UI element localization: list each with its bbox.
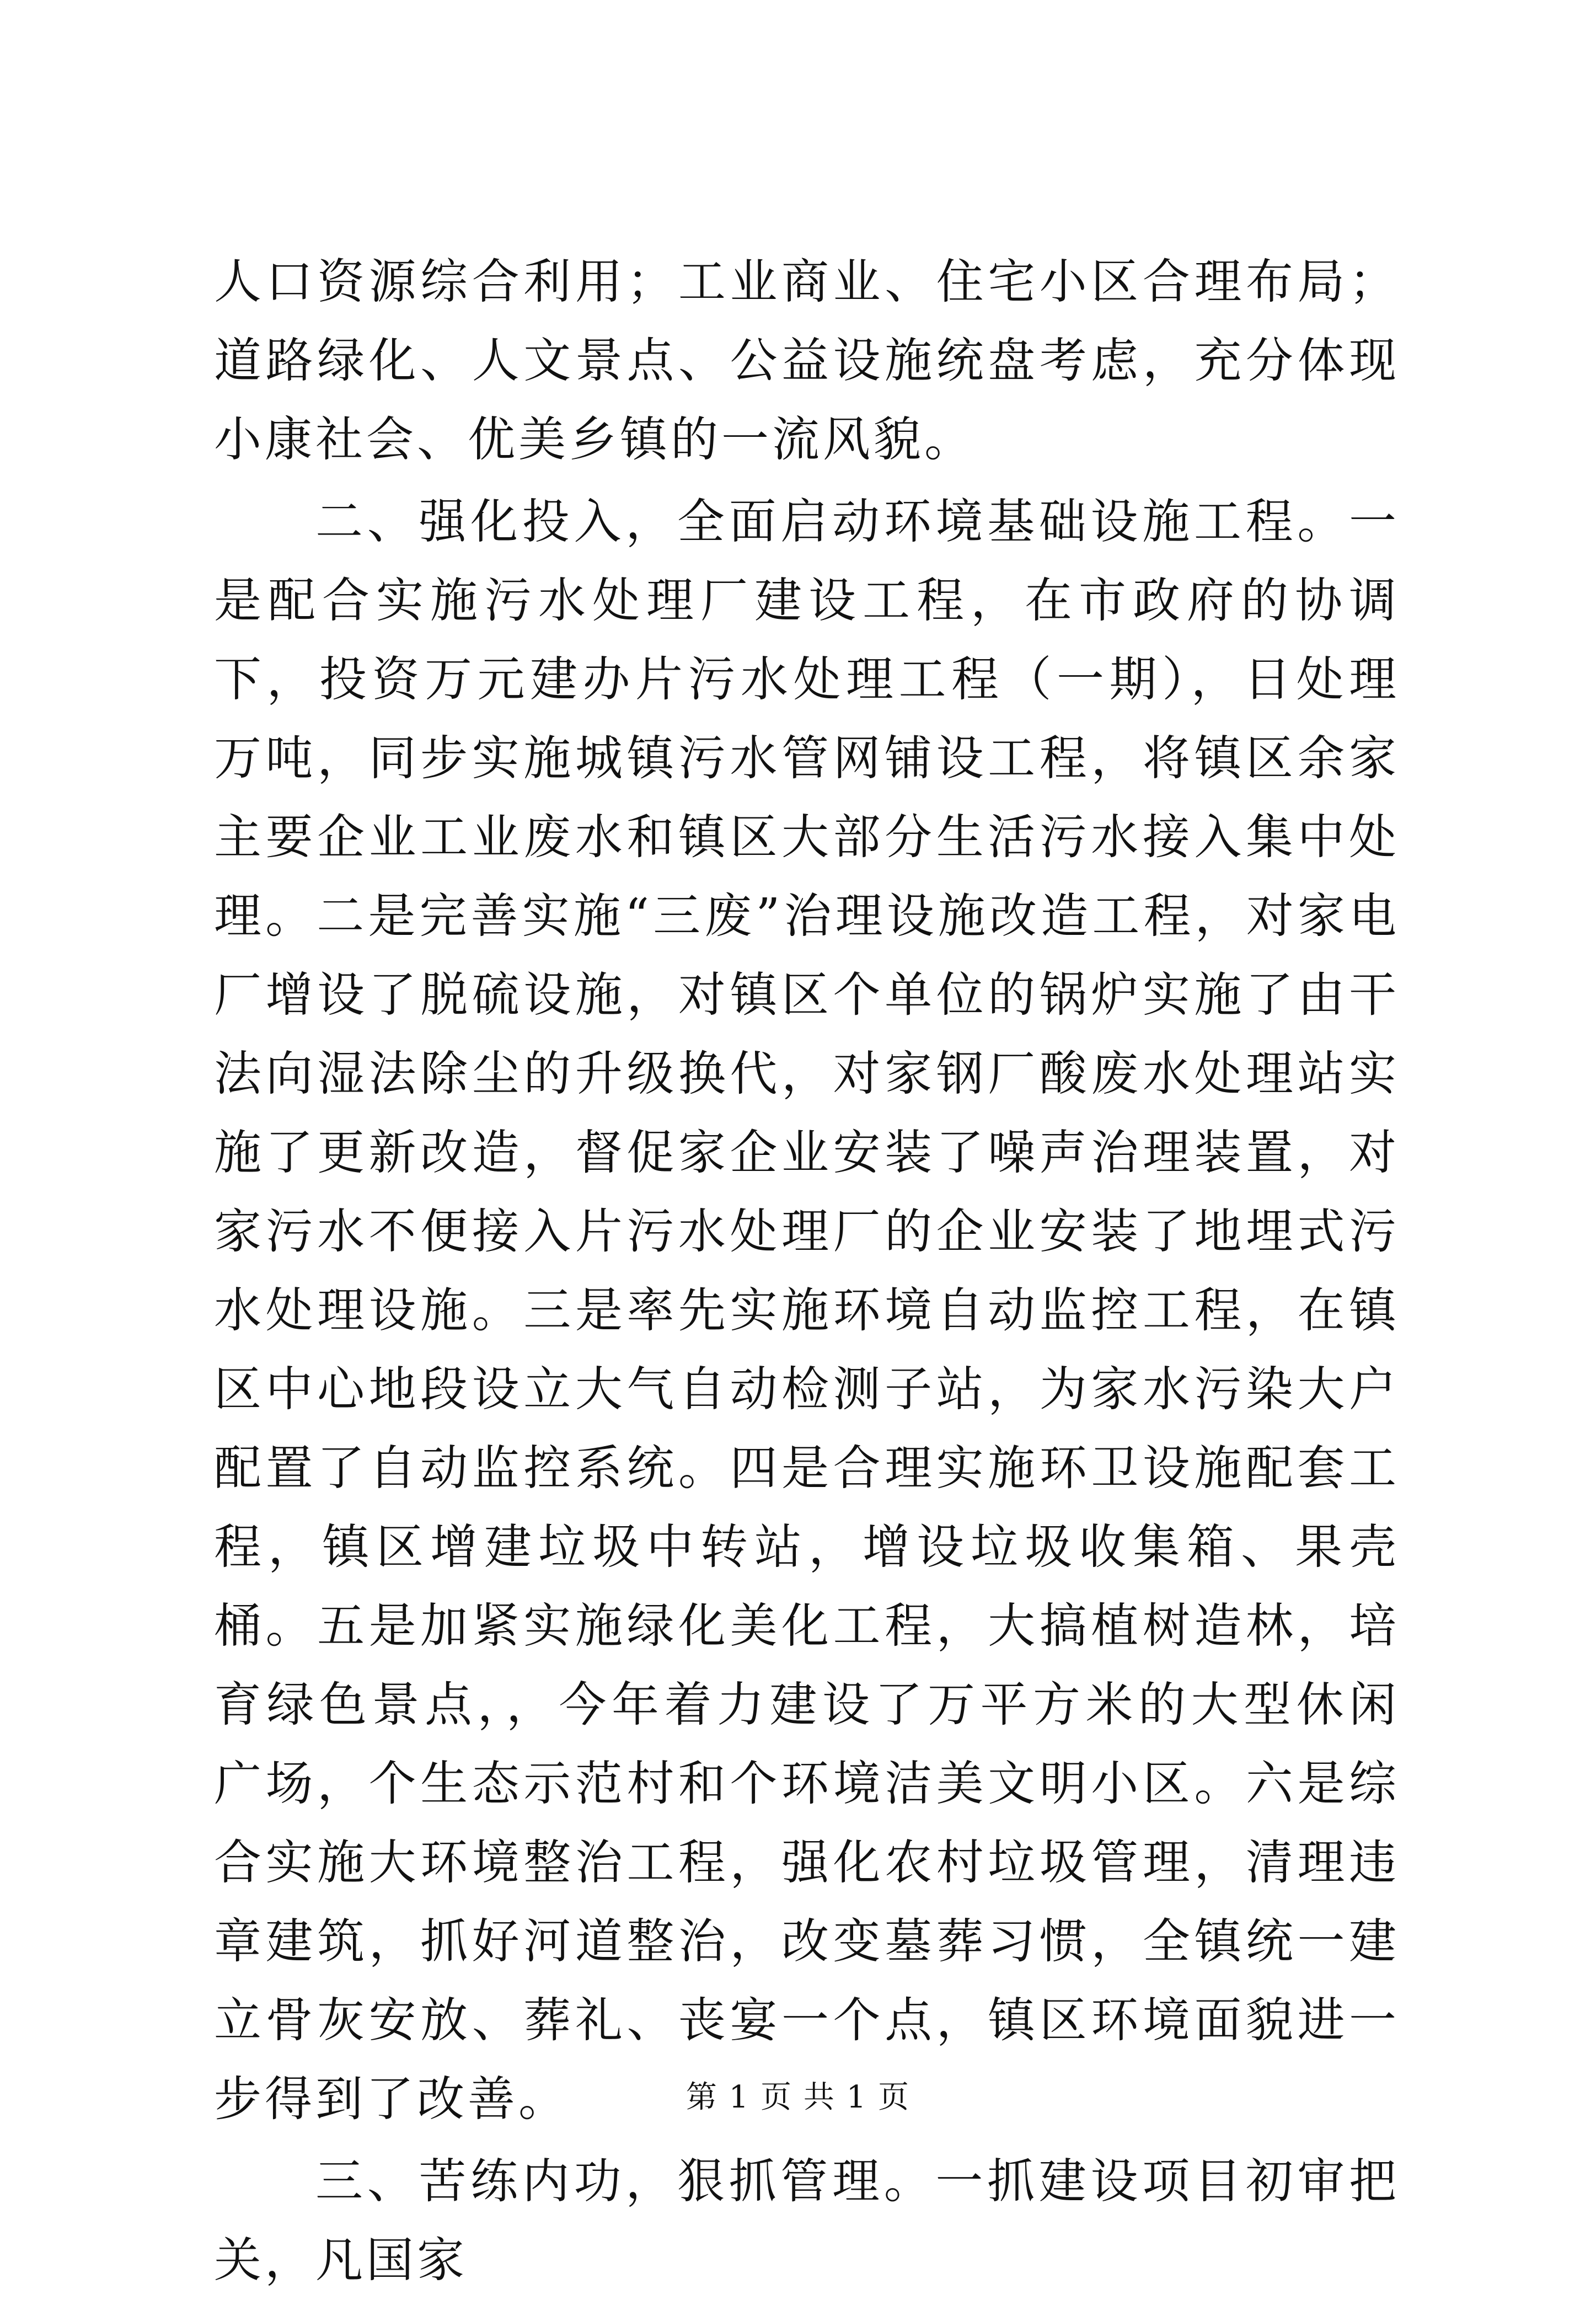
page-footer: 第 1 页 共 1 页 [685, 2079, 911, 2115]
document-body [214, 243, 1400, 2300]
paragraph-2: 二、强化投入，全面启动环境基础设施工程。一是配合实施污水处理厂建设工程，在市政府的协调下，投资万元建办片污水处理工程（一期），日处理万吨，同步实施城镇污水管网铺设工程，将镇区余家主要企业工业废水和镇区大部分生活污水接入集中处理。二是完善实施“三废”治理设施改造工程，对家电厂增设了脱硫设施，对镇区个单位的锅炉实施了由干法向湿法除尘的升级换代，对家钢厂酸废水处理站实施了更新改造，督促家企业安装了噪声治理装置，对家污水不便接入片污水处理厂的企业安装了地埋式污水处理设施。三是率先实施环境自动监控工程，在镇区中心地段设立大气自动检测子站，为家水污染大户配置了自动监控系统。四是合理实施环卫设施配套工程，镇区增建垃圾中转站，增设垃圾收集箱、果壳桶。五是加紧实施绿化美化工程，大搞植树造林，培育绿色景点，，今年着力建设了万平方米的大型休闲广场，个生态示范村和个环境洁美文明小区。六是综合实施大环境整治工程，强化农村垃圾管理，清理违章建筑，抓好河道整治，改变墓葬习惯，全镇统一建立骨灰安放、葬礼、丧宴一个点，镇区环境面貌进一步得到了改善。 [214, 494, 1400, 2127]
paragraph-1: 人口资源综合利用；工业商业、住宅小区合理布局；道路绿化、人文景点、公益设施统盘考虑，充分体现小康社会、优美乡镇的一流风貌。 [214, 254, 1400, 467]
paragraph-3: 三、苦练内功，狠抓管理。一抓建设项目初审把关，凡国家 [214, 2154, 1400, 2288]
